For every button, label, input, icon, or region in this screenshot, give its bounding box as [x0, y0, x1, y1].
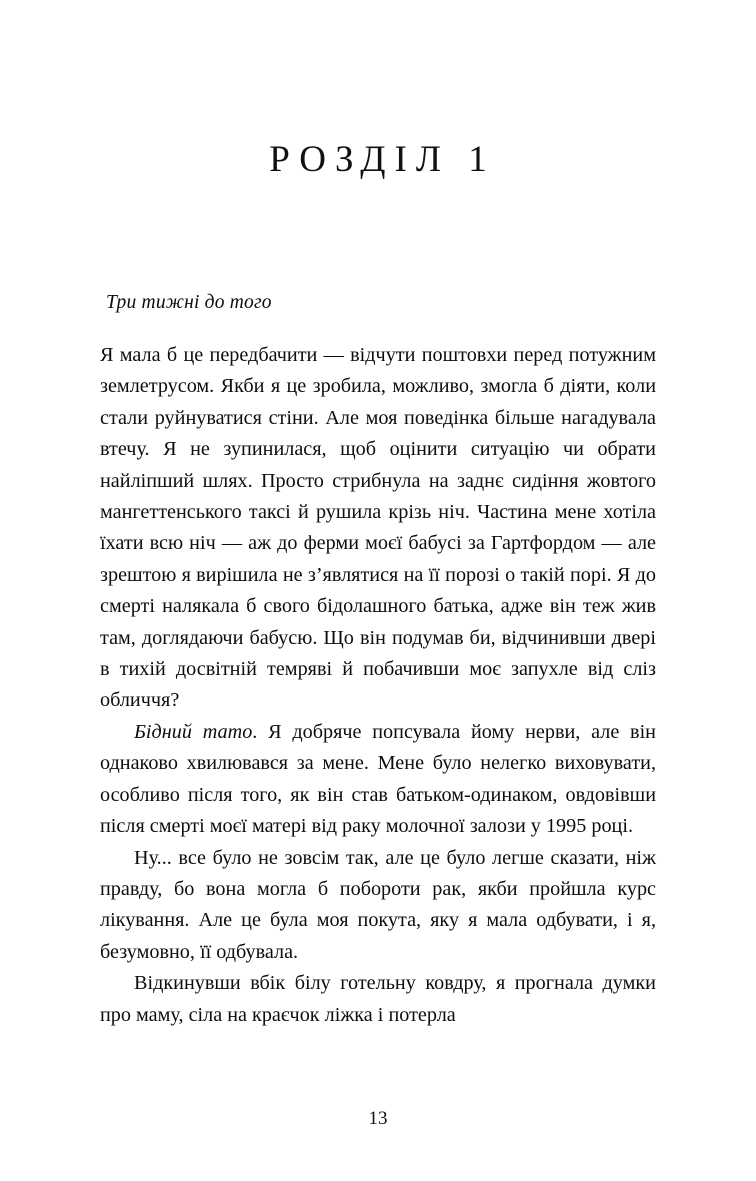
paragraph: Ну... все було не зовсім так, але це було легше сказати, ніж правду, бо вона могла б побороти рак, якби пройшла курс лікування. Але це була моя покута, яку я мала одбувати, і я, безумовно, її одбувала.: [100, 846, 656, 963]
scene-label: Три тижні до того: [106, 292, 272, 313]
chapter-title: РОЗДІЛ 1: [269, 139, 496, 180]
italic-lead: Бідний тато: [134, 720, 253, 743]
page-number: 13: [368, 1108, 388, 1129]
paragraph: Відкинувши вбік білу готельну ковдру, я прогнала думки про маму, сіла на краєчок ліжка і потерла: [100, 972, 656, 1026]
paragraph: [100, 717, 656, 843]
paragraph: Я мала б це передбачити — відчути поштовхи перед потужним землетрусом. Якби я це зробила, можливо, змогла б діяти, коли стали руйнуватися стіни. Але моя поведінка більше нагадувала втечу. Я не зупинилася, щоб оцінити ситуацію чи обрати найліпший шлях. Просто стрибнула на заднє сидіння жовтого мангеттенського таксі й рушила крізь ніч. Частина мене хотіла їхати всю ніч — аж до ферми моєї бабусі за Гартфордом — але зрештою я вирішила не з’являтися на її порозі о такій порі. Я до смерті налякала б свого бідолашного батька, адже він теж жив там, доглядаючи бабусю. Що він подумав би, відчинивши двері в тихій досвітній темряві й побачивши моє запухле від сліз обличчя?: [100, 344, 656, 712]
body-text: [100, 314, 656, 1031]
paragraph-text: . Я добряче попсувала йому нерви, але він однаково хвилювався за мене. Мене було нелегко виховувати, особливо після того, як він став батьком-одинаком, овдовівши після смерті моєї матері від раку молочної залози у 1995 році.: [100, 720, 656, 838]
